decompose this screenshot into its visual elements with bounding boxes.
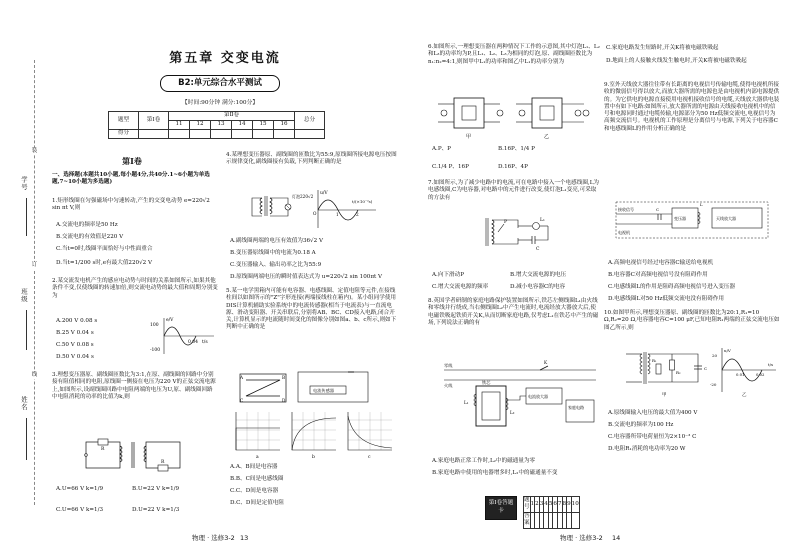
figure-label: 甲 bbox=[662, 393, 667, 398]
part-title: 第Ⅰ卷 bbox=[122, 156, 142, 166]
table-cell: 7 bbox=[557, 497, 562, 513]
resistor-label: R₁ bbox=[652, 358, 657, 363]
question-7-stem: 7.如图所示,为了减少电路中的电流,可在电路中接入一个电感线圈,L为电感线圈,C为电容器,对电路中的元件进行改变,使灯泡L₁变亮,可采取的方法有 bbox=[428, 180, 600, 201]
q3-option-c[interactable]: C.U=66 V k=1/3 bbox=[56, 507, 104, 513]
figure-label: 乙 bbox=[742, 393, 747, 398]
figure-label: 甲 bbox=[466, 134, 472, 140]
q10-option-a[interactable]: A.原线圈输入电压的最大值为400 V bbox=[608, 410, 698, 416]
q7-option-b[interactable]: B.增大交流电源的电压 bbox=[510, 272, 567, 278]
q4-option-b[interactable]: B.变压器原线圈中的电流为0.18 A bbox=[230, 250, 316, 256]
question-1-stem: 1.矩形线圈在匀强磁场中匀速转动,产生的交变电动势 e=220√2 sin πt V,则 bbox=[52, 198, 210, 212]
question-6-stem: 6.如图所示,一理想变压器在两种情况下工作的示意图,其中灯泡L₁、L₂和L₃的功率均为P,且L₁、L₂、L₃为相同的灯泡,原、副线圈匝数比为n₁:n₂=4:1,则图甲中L₁的功率和图乙中L₁的功率分别为 bbox=[428, 44, 600, 65]
q1-option-d[interactable]: D.当t=1/200 s时,e有最大值220√2 V bbox=[56, 260, 153, 266]
q8-option-d[interactable]: D.地面上的人接触火线发生触电时,开关K将被电磁铁吸起 bbox=[606, 58, 747, 64]
table-cell: 题号 bbox=[524, 497, 530, 511]
table-cell: 6 bbox=[553, 497, 558, 513]
footer-left: 物理 · 选修3-2 bbox=[192, 534, 235, 542]
q9-option-d[interactable]: D.电感线圈L对50 Hz低频交流电没有阻碍作用 bbox=[608, 296, 724, 302]
core-label: 铁芯 bbox=[482, 380, 491, 385]
q8-protection-device-figure bbox=[440, 356, 600, 448]
graph-label: c bbox=[368, 455, 371, 460]
question-3-stem: 3.理想变压器原、副线圈匝数比为3:1,在原、副线圈的回路中分别接有阻值相同的电阻,原线圈一侧接在电压为220 V的正弦交流电源上,如图所示,设副线圈回路中电阻两端的电压为U,原、副线圈回路中电阻消耗的功率的比值为k,则 bbox=[52, 372, 216, 400]
q2-option-b[interactable]: B.25 V 0.04 s bbox=[56, 330, 94, 336]
question-5-stem: 5.某一电学黑箱内可能有电容器、电感线圈、定值电阻等元件,在接线柱间以如图所示的"Z"字形连接(两端接线柱在箱内)。某小组同学使用DIS计算机辅助实验系统中的电流传感器(相当于电流表)与一直流电源、滑动变阻器、开关串联后,分别将AB、BC、CD接入电路,闭合开关,计算机显示的电流随时间变化的图像分别如图a、b、c所示,则如下判断中正确的是 bbox=[226, 288, 397, 331]
tick-label: 220√2 bbox=[300, 194, 314, 199]
lamp-label: L₁ bbox=[540, 218, 545, 223]
q2-option-a[interactable]: A.200 V 0.08 s bbox=[56, 318, 98, 324]
terminal-label: B bbox=[282, 375, 286, 380]
question-2-stem: 2.某交流发电机产生的感应电动势与时间的关系如图所示,如果其他条件不变,仅使线圈的转速加倍,则交流电动势的最大值和周期分别变为 bbox=[52, 278, 218, 299]
question-4-stem: 4.某理想变压器原、副线圈的匝数比为55:9,原线圈所接电源电压按图示规律变化,副线圈接有负载,下列判断正确的是 bbox=[226, 152, 397, 166]
capacitor-label: C bbox=[536, 247, 540, 252]
q7-option-a[interactable]: A.向下滑动P bbox=[432, 272, 464, 278]
q8-option-b[interactable]: B.家庭电路中使用的电器增多时,L₂中的磁通量不变 bbox=[432, 470, 558, 476]
coil-label: L₁ bbox=[464, 400, 469, 405]
capacitor-label: C bbox=[704, 366, 708, 371]
axis-label: t/(×10⁻²s) bbox=[352, 199, 373, 204]
cut-mark: 装 bbox=[31, 148, 38, 154]
q6-option-d[interactable]: D.16P、4P bbox=[498, 164, 528, 170]
answer-grid bbox=[523, 496, 580, 529]
q2-option-c[interactable]: C.50 V 0.08 s bbox=[56, 342, 94, 348]
score-table bbox=[108, 111, 325, 139]
q10-circuit-figure bbox=[618, 346, 778, 402]
table-cell: 第Ⅰ卷 bbox=[139, 112, 169, 130]
resistor-label: R bbox=[101, 447, 105, 452]
table-cell: 15 bbox=[253, 121, 274, 130]
table-cell: 13 bbox=[211, 121, 232, 130]
tick-label: 0.04 bbox=[188, 340, 199, 345]
answer-cell[interactable] bbox=[274, 130, 295, 139]
terminal-label: D bbox=[282, 398, 286, 403]
table-row bbox=[524, 512, 580, 528]
switch-label: K bbox=[544, 360, 548, 365]
axis-label: e/V bbox=[166, 318, 174, 323]
answer-cell[interactable] bbox=[253, 130, 274, 139]
table-cell: 3 bbox=[539, 497, 544, 513]
q3-option-d[interactable]: D.U=22 V k=1/3 bbox=[132, 507, 180, 513]
q6-option-a[interactable]: A.P、P bbox=[432, 146, 451, 152]
transformer-label: 变压器 bbox=[674, 216, 686, 221]
fill-line bbox=[26, 198, 27, 236]
axis-label: u/V bbox=[724, 348, 731, 353]
circuit-label: 家庭电路 bbox=[568, 405, 584, 410]
q1-option-c[interactable]: C.当t=0时,线圈平面恰好与中性面重合 bbox=[56, 246, 153, 252]
section-instruction: 一、选择题(本题共10小题,每小题4分,共40分.1~6小题为单选题,7~10小题为多选题) bbox=[52, 172, 210, 186]
q1-option-b[interactable]: B.交流电的有效值是220 V bbox=[56, 234, 124, 240]
question-10-stem: 10.如图甲所示,理想变压器原、副线圈的匝数比为20:1,R₁=10 Ω,R₂=20 Ω,电容器电容C=100 μF,已知电阻R₁两端的正弦交流电压如图乙所示,则 bbox=[604, 310, 780, 331]
q5-option-d[interactable]: D.C、D间是定值电阻 bbox=[230, 500, 284, 506]
table-cell: 9 bbox=[567, 497, 572, 513]
q3-transformer-figure bbox=[80, 438, 190, 472]
fill-line bbox=[26, 418, 27, 460]
sensor-label: 电流传感器 bbox=[313, 388, 334, 393]
axis-label: t/s bbox=[768, 362, 774, 367]
tick-label: 20 bbox=[712, 353, 718, 358]
amplifier-label: 天线放大器 bbox=[716, 216, 736, 221]
q5-option-b[interactable]: B.B、C间是电感线圈 bbox=[230, 476, 284, 482]
lamp-label: 灯泡 bbox=[292, 194, 300, 199]
answer-cell[interactable] bbox=[571, 512, 579, 528]
q4-option-c[interactable]: C.变压器输入、输出功率之比为55:9 bbox=[230, 262, 322, 268]
wire-label: 零线 bbox=[444, 363, 453, 368]
cut-line bbox=[34, 60, 35, 505]
q5-current-graphs bbox=[232, 410, 398, 460]
q3-option-a[interactable]: A.U=66 V k=1/9 bbox=[56, 486, 104, 492]
tick-label: 0.01 bbox=[736, 372, 745, 377]
tick-label: 100 bbox=[150, 323, 159, 328]
table-cell: 10 bbox=[571, 497, 579, 513]
resistor-label: R bbox=[161, 460, 165, 465]
q2-option-d[interactable]: D.50 V 0.04 s bbox=[56, 354, 94, 360]
question-8-stem: 8.英国学者研制的家庭电路保护装置如图所示,铁芯左侧线圈L₁由火线和零线并行绕成,当右侧线圈L₂中产生电流时,电流经放大器放大后,使电磁铁吸起铁质开关K,从而切断家庭电路,仅考虑L₁在铁芯中产生的磁场,下列说法正确的有 bbox=[428, 298, 599, 326]
answer-cell[interactable] bbox=[169, 130, 190, 139]
answer-card-label: 第Ⅰ卷答题卡 bbox=[485, 496, 517, 520]
tv-label: 电视机 bbox=[618, 230, 630, 235]
table-cell: 1 bbox=[530, 497, 535, 513]
question-9-stem: 9.室外天线放大器往往带有长距离的电视信号传输电缆,使得电视机所接收的微弱信号得以放大,而放大器所需的电源也是由电视机内部电源提供的。为它供电的电源直接使用电视机接收信号的电缆,天线放大器供电装置中有如下电路:如图所示,放大器所需的电源由天线接收电视机中的信号和电源同时通过电缆传输,电源部分为50 Hz低频交流电,电视信号为高频交流信号。电视机的工作原理是分离信号与电源,下列关于电容器C和电感线圈L的作用分析正确的是 bbox=[604, 82, 780, 132]
amplifier-label: 电流放大器 bbox=[528, 394, 548, 399]
q5-option-a[interactable]: A.A、B间是电容器 bbox=[230, 464, 278, 470]
answer-cell[interactable] bbox=[232, 130, 253, 139]
figure-label: 乙 bbox=[544, 134, 550, 140]
table-cell: 8 bbox=[562, 497, 567, 513]
q8-option-a[interactable]: A.家庭电路正常工作时,L₂中的磁通量为零 bbox=[432, 458, 536, 464]
graph-label: a bbox=[256, 455, 259, 460]
table-cell: 第Ⅱ卷 bbox=[169, 112, 295, 121]
table-cell: 4 bbox=[544, 497, 549, 513]
page-number-right: 14 bbox=[612, 534, 621, 542]
q10-option-d[interactable]: D.电阻R₁消耗的电功率为20 W bbox=[608, 446, 686, 452]
q2-waveform-figure bbox=[150, 316, 216, 356]
page-number-left: 13 bbox=[240, 534, 249, 542]
wire-label: 火线 bbox=[444, 383, 453, 388]
fill-line bbox=[26, 310, 27, 350]
time-info: 【时间:90分钟 满分:100分】 bbox=[181, 100, 259, 106]
coil-label: L₂ bbox=[510, 410, 515, 415]
tick-label: 2 bbox=[356, 212, 359, 217]
table-cell: 得分 bbox=[109, 130, 139, 139]
slider-label: P bbox=[504, 220, 508, 225]
q9-option-b[interactable]: B.电容器C对高频电视信号没有阻碍作用 bbox=[608, 272, 708, 278]
table-cell: 12 bbox=[190, 121, 211, 130]
answer-cell[interactable] bbox=[295, 130, 325, 139]
test-title: B2:单元综合水平测试 bbox=[160, 75, 280, 92]
tick-label: O bbox=[313, 211, 317, 216]
capacitor-label: C bbox=[656, 207, 660, 212]
answer-cell[interactable] bbox=[190, 130, 211, 139]
q7-circuit-figure bbox=[478, 212, 558, 266]
table-cell: 2 bbox=[535, 497, 540, 513]
terminal-label: A bbox=[240, 375, 244, 380]
footer-right: 物理 · 选修3-2 bbox=[560, 534, 603, 542]
q10-option-c[interactable]: C.电容器所带电荷量恒为2×10⁻³ C bbox=[608, 434, 697, 440]
table-cell: 11 bbox=[169, 121, 190, 130]
axis-label: u/V bbox=[320, 191, 328, 196]
inductor-label: L bbox=[700, 202, 703, 207]
answer-cell[interactable] bbox=[211, 130, 232, 139]
graph-label: b bbox=[312, 455, 315, 460]
binding-strip bbox=[0, 0, 44, 560]
binding-field-class: 班级 bbox=[20, 288, 28, 303]
q10-option-b[interactable]: B.交流电的频率为100 Hz bbox=[608, 422, 674, 428]
tick-label: 1 bbox=[336, 212, 339, 217]
answer-cell[interactable] bbox=[139, 130, 169, 139]
table-cell: 5 bbox=[548, 497, 553, 513]
q7-option-c[interactable]: C.增大交流电源的频率 bbox=[432, 284, 489, 290]
table-cell: 总分 bbox=[295, 112, 325, 130]
cut-mark: 订 bbox=[31, 262, 38, 268]
binding-field-name: 姓名 bbox=[20, 396, 28, 411]
signal-label: 接收信号 bbox=[618, 207, 634, 212]
table-cell: 14 bbox=[232, 121, 253, 130]
q6-option-b[interactable]: B.16P、1/4 P bbox=[498, 146, 535, 152]
table-row bbox=[109, 112, 325, 121]
q5-blackbox-figure bbox=[236, 370, 386, 406]
table-cell: 题型 bbox=[109, 112, 139, 130]
q9-option-c[interactable]: C.电感线圈L的作用是阻碍高频电视信号进入变压器 bbox=[608, 284, 736, 290]
q5-option-c[interactable]: C.C、D间是电容器 bbox=[230, 488, 279, 494]
terminal-label: C bbox=[240, 398, 244, 403]
table-cell: 答案 bbox=[524, 512, 530, 527]
q3-option-b[interactable]: B.U=22 V k=1/9 bbox=[132, 486, 180, 492]
tick-label: 0.02 bbox=[756, 372, 765, 377]
q1-option-a[interactable]: A.交流电的频率是50 Hz bbox=[56, 222, 118, 228]
cut-mark: 线 bbox=[31, 372, 38, 378]
chapter-title: 第五章 交变电流 bbox=[169, 51, 281, 66]
binding-field-student-id: 学号 bbox=[20, 176, 28, 191]
q8-option-c[interactable]: C.家庭电路发生短路时,开关K将被电磁铁吸起 bbox=[606, 45, 719, 51]
q4-option-a[interactable]: A.副线圈两端的电压有效值为36√2 V bbox=[230, 238, 324, 244]
table-cell: 16 bbox=[274, 121, 295, 130]
q4-circuit-figure bbox=[240, 188, 380, 230]
table-row bbox=[524, 497, 580, 513]
q7-option-d[interactable]: D.减小电容器C的电容 bbox=[510, 284, 566, 290]
q9-option-a[interactable]: A.高频电视信号经过电容器C输送给电视机 bbox=[608, 260, 714, 266]
q6-transformer-figure bbox=[432, 92, 592, 140]
tick-label: -100 bbox=[150, 348, 161, 353]
axis-label: t/s bbox=[202, 340, 208, 345]
table-row bbox=[109, 130, 325, 139]
q9-amplifier-figure bbox=[612, 194, 772, 244]
tick-label: -20 bbox=[710, 382, 717, 387]
q4-option-d[interactable]: D.原线圈两端电压的瞬时值表达式为 u=220√2 sin 100πt V bbox=[230, 274, 383, 280]
q6-option-c[interactable]: C.1/4 P、16P bbox=[432, 164, 469, 170]
resistor-label: R₂ bbox=[676, 370, 681, 375]
